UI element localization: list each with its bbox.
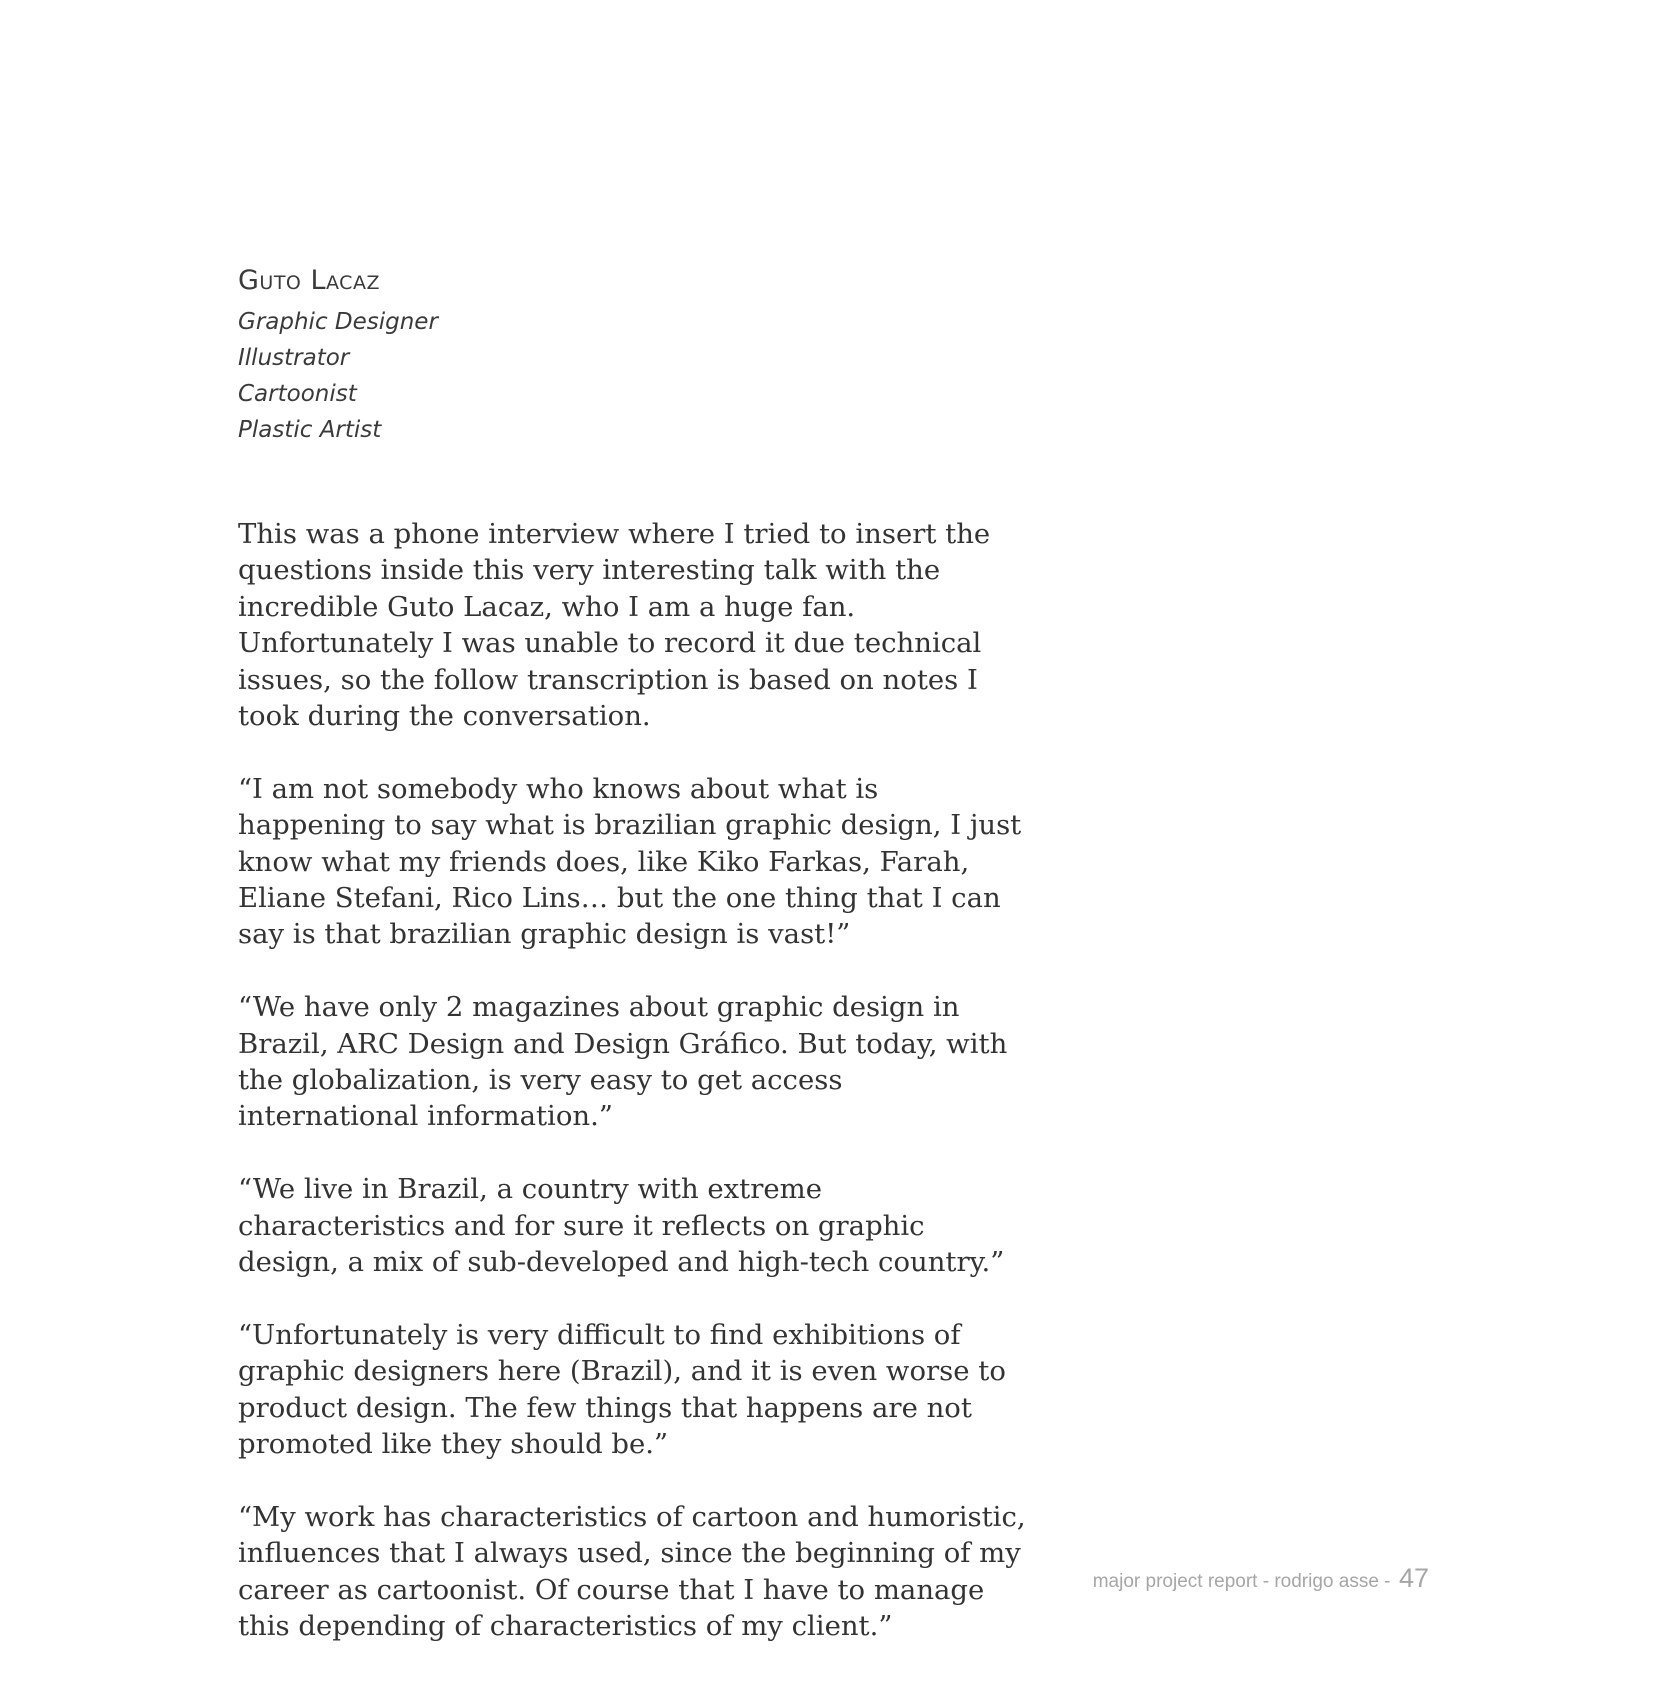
- quote-paragraph: “I am not somebody who knows about what is happening to say what is brazilian graphic design, I just know what my friends does, like Kiko Farkas, Farah, Eliane Stefani, Rico Lins… but the one thing that I can say is that brazilian graphic design is vast!”: [238, 772, 1022, 951]
- page-number: 47: [1398, 1563, 1429, 1593]
- quote-paragraph: “We have only 2 magazines about graphic design in Brazil, ARC Design and Design Gráfico. But today, with the globalization, is very easy to get access international information.”: [238, 991, 1008, 1133]
- quote-paragraph: “Unfortunately is very difficult to find exhibitions of graphic designers here (Brazil), and it is even worse to product design. The few things that happens are not promoted like they should be.”: [238, 1318, 1006, 1461]
- role-line: Cartoonist: [238, 381, 357, 407]
- footer-text: major project report - rodrigo asse -: [1092, 1571, 1391, 1592]
- quote-paragraph: “We live in Brazil, a country with extreme characteristics and for sure it reflects on graphic design, a mix of sub-developed and high-tech country.”: [238, 1173, 1005, 1279]
- page-footer: [1093, 1563, 1429, 1594]
- role-line: Graphic Designer: [238, 309, 438, 335]
- role-line: Illustrator: [238, 345, 350, 371]
- role-line: Plastic Artist: [238, 417, 382, 443]
- intro-paragraph: This was a phone interview where I tried to insert the questions inside this very interesting talk with the incredible Guto Lacaz, who I am a huge fan. Unfortunately I was unable to record it due technical issues, so the follow transcription is based on notes I took during the conversation.: [238, 518, 991, 733]
- interviewee-header: [238, 262, 838, 448]
- interview-body: [238, 516, 1028, 1681]
- quote-paragraph: “My work has characteristics of cartoon and humoristic, influences that I always used, since the beginning of my career as cartoonist. Of course that I have to manage this depending of characteristics of my client.”: [238, 1500, 1026, 1643]
- interviewee-name: Guto Lacaz: [238, 265, 380, 296]
